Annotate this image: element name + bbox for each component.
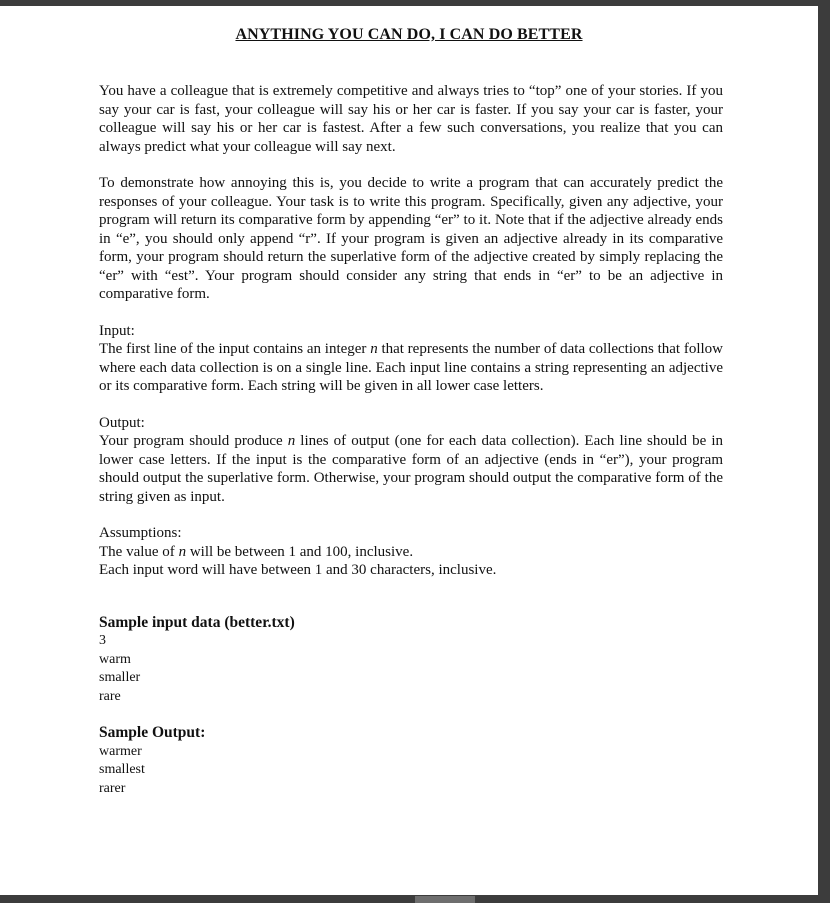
task-paragraph: To demonstrate how annoying this is, you decide to write a program that can accurately predict the responses of your colleague. Your task is to write this program. Specifically, given any adjective, your program will return its comparative form by appending “er” to it. Note that if the adjective already ends in “e”, you should only append “r”. If your program is given an adjective already in its comparative form, your program should return the superlative form of the adjective created by simply replacing the “er” with “est”. Your program should consider any string that ends in “er” to be an adjective in comparative form. [99,175,723,302]
horizontal-scrollbar-thumb[interactable] [415,896,475,903]
input-section-label: Input: [99,322,135,339]
document-page [0,6,818,895]
intro-paragraph: You have a colleague that is extremely competitive and always tries to “top” one of your stories. If you say your car is fast, your colleague will say his or her car is faster. If you say your car is faster, your colleague will say his or her car is fastest. After a few such conversations, you realize that you can always predict what your colleague will say next. [99,83,723,155]
sample-input-line: rare [99,688,121,704]
vertical-scrollbar[interactable] [818,0,830,903]
sample-output-heading: Sample Output: [99,724,206,741]
assumptions-label: Assumptions: [99,525,182,541]
assumption-word-length: Each input word will have between 1 and 30 characters, inclusive. [99,562,497,578]
sample-output-line: rarer [99,780,126,796]
input-section-text: The first line of the input contains an integer n that represents the number of data collections that follow where each data collection is on a single line. Each input line contains a string representing an adjective or its comparative form. Each string will be given in all lower case letters. [99,341,724,394]
sample-input-line: smaller [99,670,141,685]
output-section-label: Output: [99,414,145,431]
assumption-n-range: The value of n will be between 1 and 100, inclusive. [99,543,414,560]
sample-input-line: warm [99,651,131,667]
sample-output-line: smallest [99,762,145,777]
document-title: ANYTHING YOU CAN DO, I CAN DO BETTER [235,26,583,43]
document-body [99,82,723,798]
sample-output-line: warmer [99,743,142,759]
sample-input-block [99,632,723,706]
sample-input-line: 3 [99,633,106,648]
sample-input-heading: Sample input data (better.txt) [99,613,295,631]
sample-output-block [99,743,723,799]
output-section-text: Your program should produce n lines of output (one for each data collection). Each line should be in lower case letters. If the input is the comparative form of an adjective (ends in “er”), your program should output the superlative form. Otherwise, your program should output the comparative form of the string given as input. [99,433,723,505]
